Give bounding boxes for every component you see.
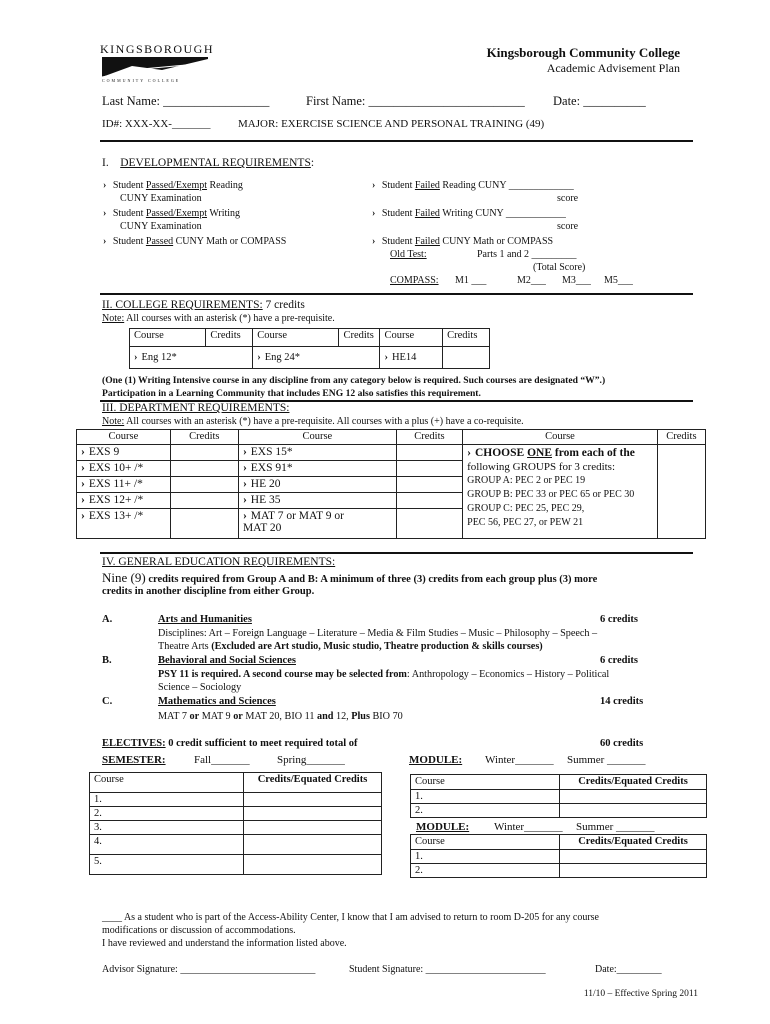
college-req-note: Note: All courses with an asterisk (*) have a pre-requisite. xyxy=(102,313,335,324)
course-math[interactable]: › MAT 7 or MAT 9 or MAT 20 xyxy=(238,509,396,539)
col-header-credits: Credits/Equated Credits xyxy=(560,775,707,790)
group-a-label: A. xyxy=(102,614,113,625)
dev-passed-math: › Student Passed CUNY Math or COMPASS xyxy=(103,236,286,247)
credit-cell[interactable] xyxy=(244,855,382,875)
college-name: Kingsborough Community College xyxy=(486,45,680,60)
groups-line: following GROUPS for 3 credits: xyxy=(467,461,616,473)
choose-one-line: › CHOOSE ONE from each of the xyxy=(467,446,653,460)
course-row[interactable]: 3. xyxy=(90,821,244,835)
credit-cell[interactable] xyxy=(396,445,462,461)
group-a-exclusions: Theatre Arts (Excluded are Art studio, Music studio, Theatre production & skills courses) xyxy=(158,641,543,652)
credit-cell[interactable] xyxy=(244,807,382,821)
dev-failed-writing-score: score xyxy=(557,221,579,232)
group-c-label: C. xyxy=(102,696,113,707)
winter-field-2[interactable]: Winter_______ xyxy=(494,821,563,833)
group-a-disciplines: Disciplines: Art – Foreign Language – Literature – Media & Film Studies – Music – Philosophy – Speech – xyxy=(158,628,598,639)
learning-community-note: Participation in a Learning Community that includes ENG 12 also satisfies this requirement. xyxy=(102,388,481,399)
col-header-course: Course xyxy=(77,430,171,445)
dept-req-heading: III. DEPARTMENT REQUIREMENTS: xyxy=(102,402,290,414)
credit-cell[interactable] xyxy=(657,445,705,539)
review-ack: I have reviewed and understand the information listed above. xyxy=(102,938,347,949)
col-header-credits: Credits xyxy=(206,329,253,347)
module-label-2: MODULE: xyxy=(416,821,470,833)
col-header-credits: Credits/Equated Credits xyxy=(244,773,382,793)
course-mat20: MAT 20 xyxy=(242,522,282,534)
course-exs13[interactable]: › EXS 13+ /* xyxy=(77,509,171,539)
winter-field[interactable]: Winter_______ xyxy=(485,754,554,766)
group-b: GROUP B: PEC 33 or PEC 65 or PEC 30 xyxy=(467,489,635,500)
logo-graphic xyxy=(102,57,208,77)
course-eng12[interactable]: › Eng 12* xyxy=(130,347,253,369)
credit-cell[interactable] xyxy=(170,445,238,461)
id-field[interactable]: ID#: XXX-XX-_______ xyxy=(102,118,211,130)
course-row[interactable]: 1. xyxy=(90,793,244,807)
section1-divider xyxy=(100,293,693,295)
compass-label: COMPASS: xyxy=(390,275,439,286)
compass-m3: M3___ xyxy=(562,275,591,286)
dev-passed-reading-exam: CUNY Examination xyxy=(120,193,202,204)
old-test-total: (Total Score) xyxy=(533,262,586,273)
course-eng24[interactable]: › Eng 24* xyxy=(253,347,380,369)
dev-failed-writing: › Student Failed Writing CUNY ____________ xyxy=(372,208,566,219)
dept-req-table xyxy=(76,429,706,539)
compass-m1: M1 ___ xyxy=(455,275,487,286)
plan-title: Academic Advisement Plan xyxy=(546,61,680,75)
access-ability-ack: ____ As a student who is part of the Access-Ability Center, I know that I am advised to return to room D-205 for any course xyxy=(102,912,599,923)
gen-ed-intro-cont: credits in another discipline from either Group. xyxy=(102,586,315,597)
pec-group-choice[interactable] xyxy=(463,445,658,539)
course-row[interactable]: 2. xyxy=(411,804,560,818)
col-header-course: Course xyxy=(463,430,658,445)
college-req-table xyxy=(129,328,490,369)
dept-req-note: Note: All courses with an asterisk (*) have a pre-requisite. All courses with a plus (+) have a co-requisite. xyxy=(102,416,524,427)
course-row[interactable]: 1. xyxy=(411,790,560,804)
module-label: MODULE: xyxy=(409,754,463,766)
old-test-parts: Parts 1 and 2 _________ xyxy=(477,249,577,260)
credit-cell[interactable] xyxy=(560,864,707,878)
credit-cell[interactable] xyxy=(443,347,490,369)
group-a-credits: 6 credits xyxy=(600,614,639,625)
col-header-course: Course xyxy=(380,329,443,347)
credit-cell[interactable] xyxy=(170,477,238,493)
dev-failed-reading-score: score xyxy=(557,193,579,204)
course-he14[interactable]: › HE14 xyxy=(380,347,443,369)
semester-course-table xyxy=(89,772,382,875)
date-field[interactable]: Date: __________ xyxy=(553,94,646,108)
col-header-credits: Credits/Equated Credits xyxy=(560,835,707,850)
credit-cell[interactable] xyxy=(170,461,238,477)
electives-line: ELECTIVES: 0 credit sufficient to meet required total of xyxy=(102,738,358,749)
gen-ed-heading: IV. GENERAL EDUCATION REQUIREMENTS: xyxy=(102,556,336,568)
group-b-credits: 6 credits xyxy=(600,655,639,666)
fall-field[interactable]: Fall_______ xyxy=(194,754,250,766)
credit-cell[interactable] xyxy=(170,509,238,539)
col-header-credits: Credits xyxy=(170,430,238,445)
dev-passed-reading: › Student Passed/Exempt Reading xyxy=(103,180,243,191)
col-header-course: Course xyxy=(90,773,244,793)
developmental-heading: I. DEVELOPMENTAL REQUIREMENTS: xyxy=(102,157,315,169)
credit-cell[interactable] xyxy=(170,493,238,509)
college-logo xyxy=(100,42,215,83)
writing-intensive-note: (One (1) Writing Intensive course in any discipline from any category below is required. Such courses are designated “W”.) xyxy=(102,375,606,386)
course-exs15[interactable]: › EXS 15* xyxy=(238,445,396,461)
module-course-table-2 xyxy=(410,834,707,878)
course-exs10[interactable]: › EXS 10+ /* xyxy=(77,461,171,477)
signature-date[interactable]: Date:_________ xyxy=(595,964,662,975)
summer-field-2[interactable]: Summer _______ xyxy=(576,821,655,833)
spring-field[interactable]: Spring_______ xyxy=(277,754,345,766)
group-b-label: B. xyxy=(102,655,112,666)
group-a-title: Arts and Humanities xyxy=(158,614,252,625)
credit-cell[interactable] xyxy=(244,821,382,835)
course-exs12[interactable]: › EXS 12+ /* xyxy=(77,493,171,509)
course-exs91[interactable]: › EXS 91* xyxy=(238,461,396,477)
col-header-course: Course xyxy=(411,835,560,850)
col-header-course: Course xyxy=(130,329,206,347)
module-course-table-1 xyxy=(410,774,707,818)
semester-row: SEMESTER: xyxy=(102,754,166,766)
first-name-field[interactable]: First Name: _________________________ xyxy=(306,94,525,108)
course-row[interactable]: 2. xyxy=(411,864,560,878)
dev-failed-reading: › Student Failed Reading CUNY _____________ xyxy=(372,180,574,191)
compass-m2: M2___ xyxy=(517,275,546,286)
logo-wordmark: KINGSBOROUGH xyxy=(100,42,215,56)
credit-cell[interactable] xyxy=(560,804,707,818)
group-b-desc: PSY 11 is required. A second course may be selected from: Anthropology – Economics – History – Political xyxy=(158,669,610,680)
section3-divider xyxy=(100,552,693,554)
group-b-desc-cont: Science – Sociology xyxy=(158,682,242,693)
access-ability-ack-cont: modifications or discussion of accommodations. xyxy=(102,925,296,936)
student-signature[interactable]: Student Signature: ________________________ xyxy=(349,964,546,975)
group-c: GROUP C: PEC 25, PEC 29, xyxy=(467,503,585,514)
course-row[interactable]: 5. xyxy=(90,855,244,875)
effective-date: 11/10 – Effective Spring 2011 xyxy=(583,989,698,999)
course-row[interactable]: 1. xyxy=(411,850,560,864)
credit-cell[interactable] xyxy=(396,477,462,493)
logo-subtitle: COMMUNITY COLLEGE xyxy=(102,78,181,83)
col-header-credits: Credits xyxy=(339,329,380,347)
course-exs11[interactable]: › EXS 11+ /* xyxy=(77,477,171,493)
group-c-title: Mathematics and Sciences xyxy=(158,696,276,707)
col-header-course: Course xyxy=(253,329,339,347)
group-b-title: Behavioral and Social Sciences xyxy=(158,655,296,666)
col-header-credits: Credits xyxy=(396,430,462,445)
summer-field[interactable]: Summer _______ xyxy=(567,754,646,766)
credit-cell[interactable] xyxy=(560,790,707,804)
electives-total: 60 credits xyxy=(600,738,644,749)
credit-cell[interactable] xyxy=(396,493,462,509)
last-name-field[interactable]: Last Name: _________________ xyxy=(102,94,270,108)
dev-passed-writing-exam: CUNY Examination xyxy=(120,221,202,232)
course-row[interactable]: 2. xyxy=(90,807,244,821)
dev-failed-math: › Student Failed CUNY Math or COMPASS xyxy=(372,236,553,247)
college-req-heading: II. COLLEGE REQUIREMENTS: 7 credits xyxy=(102,299,305,311)
credit-cell[interactable] xyxy=(396,461,462,477)
group-c-cont: PEC 56, PEC 27, or PEW 21 xyxy=(467,517,584,528)
col-header-credits: Credits xyxy=(657,430,705,445)
course-he20[interactable]: › HE 20 xyxy=(238,477,396,493)
course-row[interactable]: 4. xyxy=(90,835,244,855)
col-header-course: Course xyxy=(238,430,396,445)
credit-cell[interactable] xyxy=(244,793,382,807)
header-divider xyxy=(100,140,693,142)
col-header-course: Course xyxy=(411,775,560,790)
old-test-label: Old Test: xyxy=(390,249,427,260)
group-a: GROUP A: PEC 2 or PEC 19 xyxy=(467,475,586,486)
course-he35[interactable]: › HE 35 xyxy=(238,493,396,509)
credit-cell[interactable] xyxy=(396,509,462,539)
course-exs9[interactable]: › EXS 9 xyxy=(77,445,171,461)
credit-cell[interactable] xyxy=(560,850,707,864)
group-c-desc: MAT 7 or MAT 9 or MAT 20, BIO 11 and 12, Plus BIO 70 xyxy=(158,711,403,722)
group-c-credits: 14 credits xyxy=(600,696,644,707)
col-header-credits: Credits xyxy=(443,329,490,347)
gen-ed-intro: Nine (9) credits required from Group A and B: A minimum of three (3) credits from each group plus (3) more xyxy=(102,570,598,585)
compass-m5: M5___ xyxy=(604,275,633,286)
dev-passed-writing: › Student Passed/Exempt Writing xyxy=(103,208,240,219)
major-label: MAJOR: EXERCISE SCIENCE AND PERSONAL TRAINING (49) xyxy=(238,118,545,130)
credit-cell[interactable] xyxy=(244,835,382,855)
advisor-signature[interactable]: Advisor Signature: ___________________________ xyxy=(102,964,316,975)
